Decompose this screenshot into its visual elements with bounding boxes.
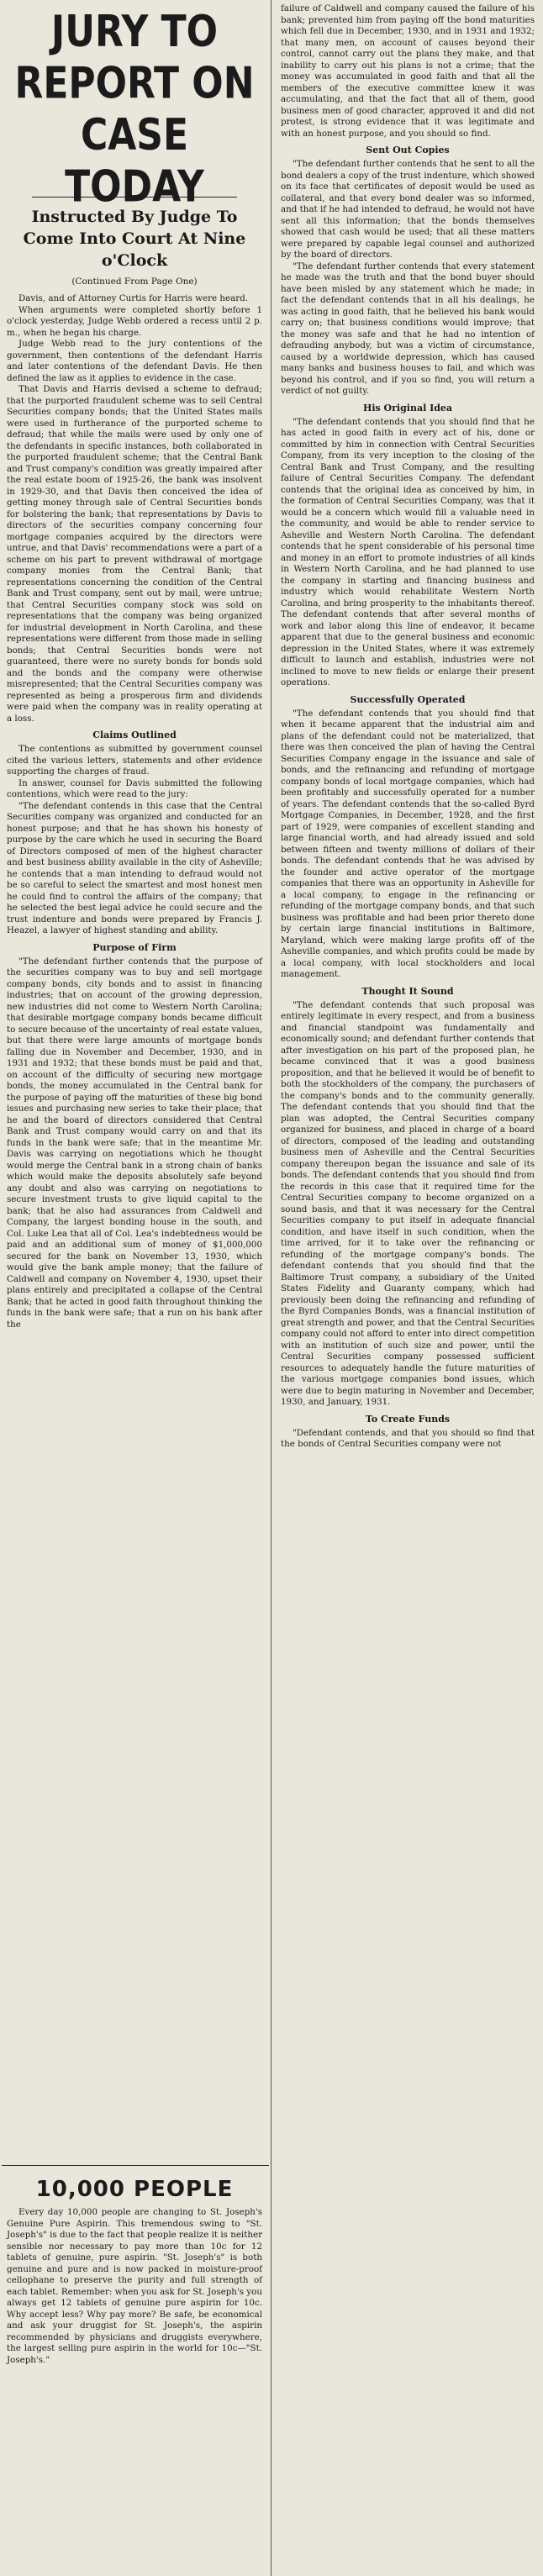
left-body <box>7 293 262 724</box>
subhead-create-funds: To Create Funds <box>365 1413 451 1425</box>
paragraph: "The defendant further contends that every statement he made was the truth and that the bond buyer should have been misled by any statement which he made; in fact the defendant contends that in all his dealings, he was acting in good faith, that he believed his bank would carry on; that business conditions would improve; that the money was safe and that he had no intention of defrauding anybody, but was a victim of circumstance, caused by a worldwide depression, which has caused many banks and business houses to fail, and which was beyond his control, and if you so find, you will return a verdict of not guilty. <box>281 261 535 396</box>
subhead-claims: Claims Outlined <box>92 730 177 740</box>
paragraph: "The defendant contends in this case that the Central Securities company was organized and conducted for an honest purpose; and that he has shown his honesty of purpose by the care which he used in securing the Board of Directors composed of men of the highest character and best business ability available in the city of Asheville; he contends that a man intending to defraud would not be so careful to select the smartest and most honest men he could find to control the affairs of the company; that he selected the best legal advice he could secure and the trust indenture and bonds were prepared by Francis J. Heazel, a lawyer of highest standing and ability. <box>7 800 262 935</box>
paragraph: That Davis and Harris devised a scheme to defraud; that the purported fraudulent scheme was to sell Central Securities company bonds; that the United States mails were used in furtherance of the purported scheme to defraud; that while the mails were used by only one of the defendants in specific instances, both collaborated in the purported fraudulent scheme; that the Central Bank and Trust company's condition was greatly impaired after the real estate boom of 1925-26, the bank was insolvent in 1929-30, and that Davis then conceived the idea of getting money through sale of Central Securities bonds for bolstering the bank; that representations by Davis to directors of the securities company concerning four mortgage companies acquired by the directors were untrue, and that Davis' recommendations were a part of a scheme on his part to prevent withdrawal of mortgage company monies from the Central Bank; that representations concerning the condition of the Central Bank and Trust company, sent out by mail, were untrue; that Central Securities company stock was sold on representations that the company was being organized for industrial development in North Carolina, and these representations were different from those made in selling bonds; that Central Securities bonds were not guaranteed, there were no surety bonds for bonds sold and the bonds and the company were otherwise misrepresented; that the Central Securities company was represented as being a prosperous firm and dividends were paid when the company was in reality operating at a loss. <box>7 384 262 724</box>
paragraph: Davis, and of Attorney Curtis for Harris were heard. <box>18 293 249 303</box>
headline: JURY TO REPORT ON CASE TODAY <box>14 7 255 213</box>
paragraph: "The defendant contends that you should find that he has acted in good faith in every act of his, done or committed by him in connection with Central Securities Company, from its very inception to the closing of the Central Bank and Trust Company, and the resulting failure of Central Securities Company. The defendant contends that the original idea as conceived by him, in the formation of Central Securities Company, was that it would be a concern which would fill a valuable need in the community, and would be able to render service to Asheville and Western North Carolina. The defendant contends that he spent considerable of his personal time and money in an effort to promote industries of all kinds in Western North Carolina, and he had planned to use the company in starting and financing business and industry which would rehabilitate Western North Carolina, and bring prosperity to the inhabitants thereof. The defendant contends that after several months of work and labor along this line of endeavor, it became apparent that due to the general business and economic depression in the United States, where it was extremely difficult to launch and establish, industries were not inclined to move to new fields or enlarge their present operations. <box>281 416 535 687</box>
paragraph: failure of Caldwell and company caused the failure of his bank; prevented him from paying off the bond maturities which fell due in December, 1930, and in 1931 and 1932; that many men, on account of causes beyond their control, cannot carry out the plans they make, and that inability to carry out his plans is not a crime; that the money was accumulated in good faith and that all the members of the executive committee knew it was accumulating, and that the fact that all of them, good business men of good character, approved it and did not protest, is strong evidence that it was legitimate and with an honest purpose, and you should so find. <box>281 3 535 139</box>
ad-paragraph: Every day 10,000 people are changing to St. Joseph's Genuine Pure Aspirin. This tremendous swing to "St. Joseph's" is due to the fact that people realize it is neither sensible nor necessary to pay more than 10c for 12 tablets of genuine, pure aspirin. "St. Joseph's" is both genuine and pure and is now packed in moisture-proof cellophane to preserve the purity and full strength of each tablet. Remember: when you ask for St. Joseph's you always get 12 tablets of genuine pure aspirin for 10c. Why accept less? Why pay more? Be safe, be economical and ask your druggist for St. Joseph's, the aspirin recommended by physicians and druggists everywhere, the largest selling pure aspirin in the world for 10c—"St. Joseph's." <box>7 2207 262 2365</box>
ad-divider <box>2 2165 269 2166</box>
subhead-sent-out: Sent Out Copies <box>366 145 450 155</box>
deck-headline: Instructed By Judge To Come Into Court At Nine o'Clock <box>23 208 246 270</box>
paragraph: "The defendant contends that such proposal was entirely legitimate in every respect, and from a business and financial standpoint was fundamentally and economically sound; and defendant further contends that after investigation on his part of the proposed plan, he became convinced that it was a good business proposition, and that he believed it would be of benefit to both the stockholders of the company, the purchasers of the company's bonds and to the community generally. The defendant contends that you should find that the plan was adopted, the Central Securities company organized for business, and placed in charge of a board of directors, composed of the leading and outstanding business men of Asheville and the Central Securities company thereupon began the issuance and sale of its bonds. The defendant contends that you should find from the records in this case that it required time for the Central Securities company to become organized on a sound basis, and that it was necessary for the Central Securities company to put itself in adequate financial condition, and have itself in such condition, when the time arrived, for it to take over the refinancing or refunding of the mortgage company's bonds. The defendant contends that you should find that the Baltimore Trust company, a subsidiary of the United States Fidelity and Guaranty company, which had previously been doing the refinancing and refunding of the Byrd Companies Bonds, was a financial institution of great strength and power, and that the Central Securities company could not afford to enter into direct competition with an institution of such size and power, until the Central Securities company possessed sufficient resources to adequately handle the future maturities of the various mortgage companies bond issues, which were due to begin maturing in November and December, 1930, and January, 1931. <box>281 999 535 1407</box>
paragraph: "The defendant contends that you should find that when it became apparent that the industrial aim and plans of the defendant could not be materialized, that there was then conceived the plan of having the Central Securities Company engage in the issuance and sale of bonds, and the refinancing and refunding of mortgage company bonds of local mortgage companies, which had been profitably and successfully operated for a number of years. The defendant contends that the so-called Byrd Mortgage Companies, in December, 1928, and the first part of 1929, were companies of excellent standing and large financial worth, and had already issued and sold between fifteen and twenty millions of dollars of their bonds. The defendant contends that he was advised by the founder and active operator of the mortgage companies that there was an opportunity in Asheville for a local company, to engage in the refinancing or refunding of the mortgage company bonds, and that such business was profitable and had been prior thereto done by certain large financial institutions in Baltimore, Maryland, which were making large profits off of the Asheville companies, and which profits could be made by a local company, with local stockholders and local management. <box>281 708 535 979</box>
ad-title: 10,000 PEOPLE <box>35 2177 234 2202</box>
paragraph: "The defendant further contends that he sent to all the bond dealers a copy of the trust indenture, which showed on its face that certificates of deposit would be used as collateral, and that every bond dealer was so informed, and that if he had intended to defraud, he would not have sent all this information; that the bonds themselves showed that cash would be used; that all these matters were prepared by capable legal counsel and authorized by the board of directors. <box>281 159 535 260</box>
paragraph: "The defendant further contends that the purpose of the securities company was to buy and sell mortgage company bonds, city bonds and to assist in financing industries; that on account of the growing depression, new industries did not come to Western North Carolina; that desirable mortgage company bonds became difficult to secure because of the uncertainty of real estate values, but that there were large amounts of mortgage bonds falling due in November and December, 1930, and in 1931 and 1932; that these bonds must be paid and that, on account of the difficulty of securing new mortgage bonds, the money accumulated in the Central bank for the purpose of paying off the maturities of these big bond issues and purchasing new series to take their place; that he and the board of directors considered that Central Bank and Trust company would carry on and that its funds in the bank were safe; that in the meantime Mr. Davis was carrying on negotiations which he thought would merge the Central bank in a strong chain of banks which would make the deposits absolutely safe beyond any doubt and also was carrying on negotiations to secure investment trusts to give liquid capital to the bank; that he also had assurances from Caldwell and Company, the largest bonding house in the south, and Col. Luke Lea that all of Col. Lea's indebtedness would be paid and an additional sum of money of $1,000,000 secured for the bank on November 13, 1930, which would give the bank ample money; that the failure of Caldwell and company on November 4, 1930, upset their plans entirely and precipitated a collapse of the Central Bank; that he acted in good faith throughout thinking the funds in the bank were safe; that a run on his bank after the <box>7 956 262 1330</box>
advertisement <box>2 2168 269 2572</box>
continued-line: (Continued From Page One) <box>71 277 198 287</box>
subhead-purpose: Purpose of Firm <box>92 941 177 953</box>
subhead-successfully: Successfully Operated <box>350 693 466 705</box>
left-column <box>2 0 269 2164</box>
paragraph: When arguments were completed shortly before 1 o'clock yesterday, Judge Webb ordered a recess until 2 p. m., when he began his charge. <box>7 304 262 338</box>
column-rule <box>271 0 272 2576</box>
paragraph: "Defendant contends, and that you should so find that the bonds of Central Securities company were not <box>281 1427 535 1449</box>
paragraph: The contentions as submitted by government counsel cited the various letters, statements and other evidence supporting the charges of fraud. <box>7 744 262 777</box>
paragraph: Judge Webb read to the jury contentions of the government, then contentions of the defendant Harris and later contentions of the defendant Davis. He then defined the law as it applies to evidence in the case. <box>7 339 262 383</box>
paragraph: In answer, counsel for Davis submitted the following contentions, which were read to the jury: <box>7 777 262 799</box>
right-column <box>274 0 541 2576</box>
subhead-original-idea: His Original Idea <box>362 402 453 414</box>
subhead-thought-sound: Thought It Sound <box>361 985 454 997</box>
